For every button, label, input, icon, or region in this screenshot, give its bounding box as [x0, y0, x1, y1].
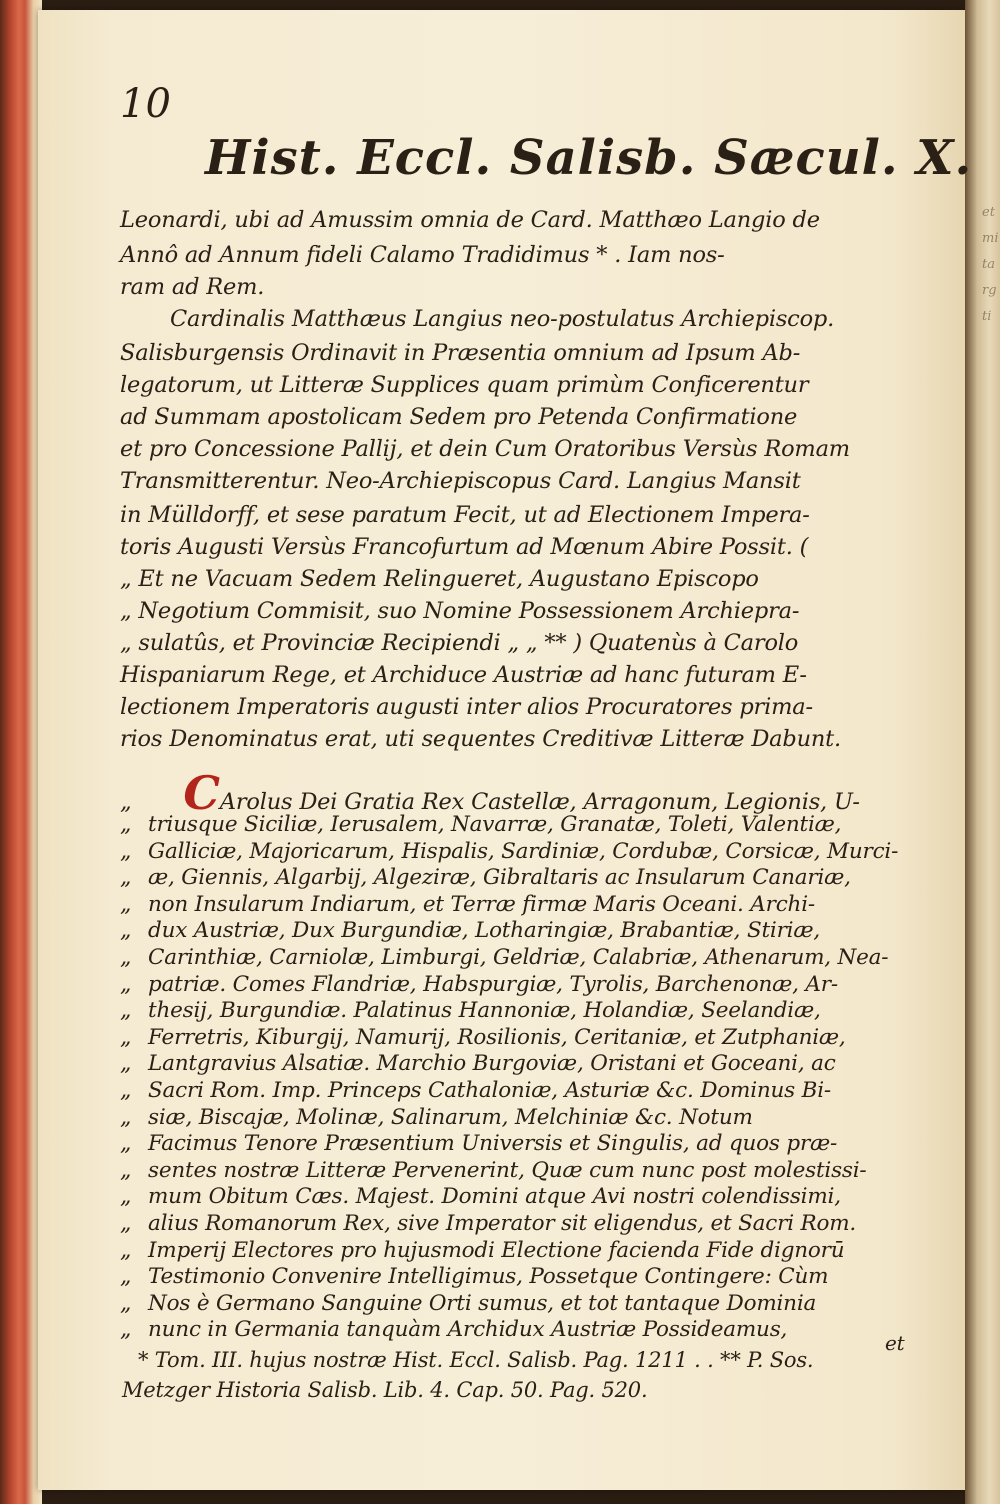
body-line: „ Et ne Vacuam Sedem Relingueret, Augustano Episcopo	[120, 566, 759, 592]
quote-mark: „	[120, 789, 132, 815]
letter-line: siæ, Biscajæ, Molinæ, Salinarum, Melchiniæ &c. Notum	[148, 1104, 753, 1130]
body-line: ad Summam apostolicam Sedem pro Petenda Confirmatione	[120, 404, 798, 430]
letter-line: Nos è Germano Sanguine Orti sumus, et tot tantaque Dominia	[148, 1290, 817, 1316]
quote-mark: „	[120, 1024, 132, 1050]
letter-line: thesij, Burgundiæ. Palatinus Hannoniæ, Holandiæ, Seelandiæ,	[148, 998, 821, 1024]
letter-line: triusque Siciliæ, Ierusalem, Navarræ, Granatæ, Toleti, Valentiæ,	[148, 812, 842, 837]
body-line: rios Denominatus erat, uti sequentes Creditivæ Litteræ Dabunt.	[120, 726, 841, 752]
letter-line: alius Romanorum Rex, sive Imperator sit eligendus, et Sacri Rom.	[148, 1211, 857, 1236]
quote-mark: „	[120, 1157, 132, 1183]
quote-mark: „	[120, 1131, 132, 1157]
quote-mark: „	[120, 1290, 132, 1316]
letter-line: non Insularum Indiarum, et Terræ firmæ Maris Oceani. Archi-	[148, 891, 815, 917]
letter-line: Arolus Dei Gratia Rex Castellæ, Arragonum, Legionis, U-	[219, 789, 860, 815]
letter-line: Imperij Electores pro hujusmodi Electione facienda Fide dignorū	[148, 1237, 845, 1263]
quote-mark: „	[120, 865, 132, 891]
footnote-tail: et	[885, 1331, 905, 1355]
letter-line: dux Austriæ, Dux Burgundiæ, Lotharingiæ, Brabantiæ, Stiriæ,	[148, 918, 820, 944]
quote-mark: „	[120, 1264, 132, 1290]
quote-mark: „	[120, 1317, 132, 1343]
quote-mark: „	[120, 1051, 132, 1077]
body-line: toris Augusti Versùs Francofurtum ad Mœnum Abire Possit. (	[120, 534, 809, 560]
quote-mark: „	[120, 1237, 132, 1263]
body-line: Annô ad Annum fideli Calamo Tradidimus * . Iam nos-	[120, 242, 725, 268]
body-line: „ Negotium Commisit, suo Nomine Possessionem Archiepra-	[120, 598, 800, 624]
letter-line: sentes nostræ Litteræ Pervenerint, Quæ cum nunc post molestissi-	[148, 1157, 867, 1183]
body-line: Leonardi, ubi ad Amussim omnia de Card. Matthæo Langio de	[120, 207, 820, 233]
quote-mark: „	[120, 945, 132, 970]
quote-mark: „	[120, 971, 132, 997]
quote-mark: „	[120, 1184, 132, 1210]
quote-mark: „	[120, 838, 132, 864]
next-page-fragment: et mi ta rg ti	[982, 205, 999, 324]
quote-mark: „	[120, 1211, 132, 1236]
letter-line: Galliciæ, Majoricarum, Hispalis, Sardiniæ, Cordubæ, Corsicæ, Murci-	[148, 838, 899, 864]
body-line: legatorum, ut Litteræ Supplices quam primùm Conficerentur	[120, 372, 809, 398]
body-line: Salisburgensis Ordinavit in Præsentia omnium ad Ipsum Ab-	[120, 340, 801, 366]
page-header: Hist. Eccl. Salisb. Sæcul. X.	[205, 130, 973, 186]
quote-mark: „	[120, 1078, 132, 1103]
body-line: Hispaniarum Rege, et Archiduce Austriæ ad hanc futuram E-	[120, 662, 807, 688]
body-line: lectionem Imperatoris augusti inter alios Procuratores prima-	[120, 694, 813, 720]
body-line: ram ad Rem.	[120, 274, 265, 300]
quote-mark: „	[120, 812, 132, 837]
letter-line: Carinthiæ, Carniolæ, Limburgi, Geldriæ, Calabriæ, Athenarum, Nea-	[148, 945, 889, 970]
letter-line: Testimonio Convenire Intelligimus, Possetque Contingere: Cùm	[148, 1264, 829, 1290]
letter-line: Ferretris, Kiburgij, Namurij, Rosilionis, Ceritaniæ, et Zutphaniæ,	[148, 1024, 846, 1050]
body-line: Transmitterentur. Neo-Archiepiscopus Card. Langius Mansit	[120, 468, 801, 494]
letter-line: Lantgravius Alsatiæ. Marchio Burgoviæ, Oristani et Goceani, ac	[148, 1051, 836, 1077]
body-line: „ sulatûs, et Provinciæ Recipiendi „ „ ** ) Quatenùs à Carolo	[120, 630, 799, 656]
footnote-line: * Tom. III. hujus nostræ Hist. Eccl. Salisb. Pag. 1211 . . ** P. Sos.	[138, 1348, 814, 1372]
letter-line: nunc in Germania tanquàm Archidux Austriæ Possideamus,	[148, 1317, 788, 1343]
red-page-edges	[0, 0, 42, 1504]
quote-mark: „	[120, 891, 132, 917]
letter-line: patriæ. Comes Flandriæ, Habspurgiæ, Tyrolis, Barchenonæ, Ar-	[148, 971, 838, 997]
letter-line: Facimus Tenore Præsentium Universis et Singulis, ad quos præ-	[148, 1131, 838, 1157]
body-line: et pro Concessione Pallij, et dein Cum Oratoribus Versùs Romam	[120, 436, 850, 462]
letter-line: Sacri Rom. Imp. Princeps Cathaloniæ, Asturiæ &c. Dominus Bi-	[148, 1078, 831, 1103]
letter-line: mum Obitum Cæs. Majest. Domini atque Avi nostri colendissimi,	[148, 1184, 841, 1210]
footnote-line: Metzger Historia Salisb. Lib. 4. Cap. 50. Pag. 520.	[122, 1378, 648, 1402]
body-line: in Mülldorff, et sese paratum Fecit, ut ad Electionem Impera-	[120, 502, 810, 528]
drop-cap: C	[183, 766, 220, 820]
quote-mark: „	[120, 918, 132, 944]
quote-mark: „	[120, 998, 132, 1024]
letter-line: æ, Giennis, Algarbij, Algeziræ, Gibraltaris ac Insularum Canariæ,	[148, 865, 851, 891]
body-line: Cardinalis Matthæus Langius neo-postulatus Archiepiscop.	[170, 306, 835, 332]
page-number: 10	[120, 81, 171, 127]
quote-mark: „	[120, 1104, 132, 1130]
